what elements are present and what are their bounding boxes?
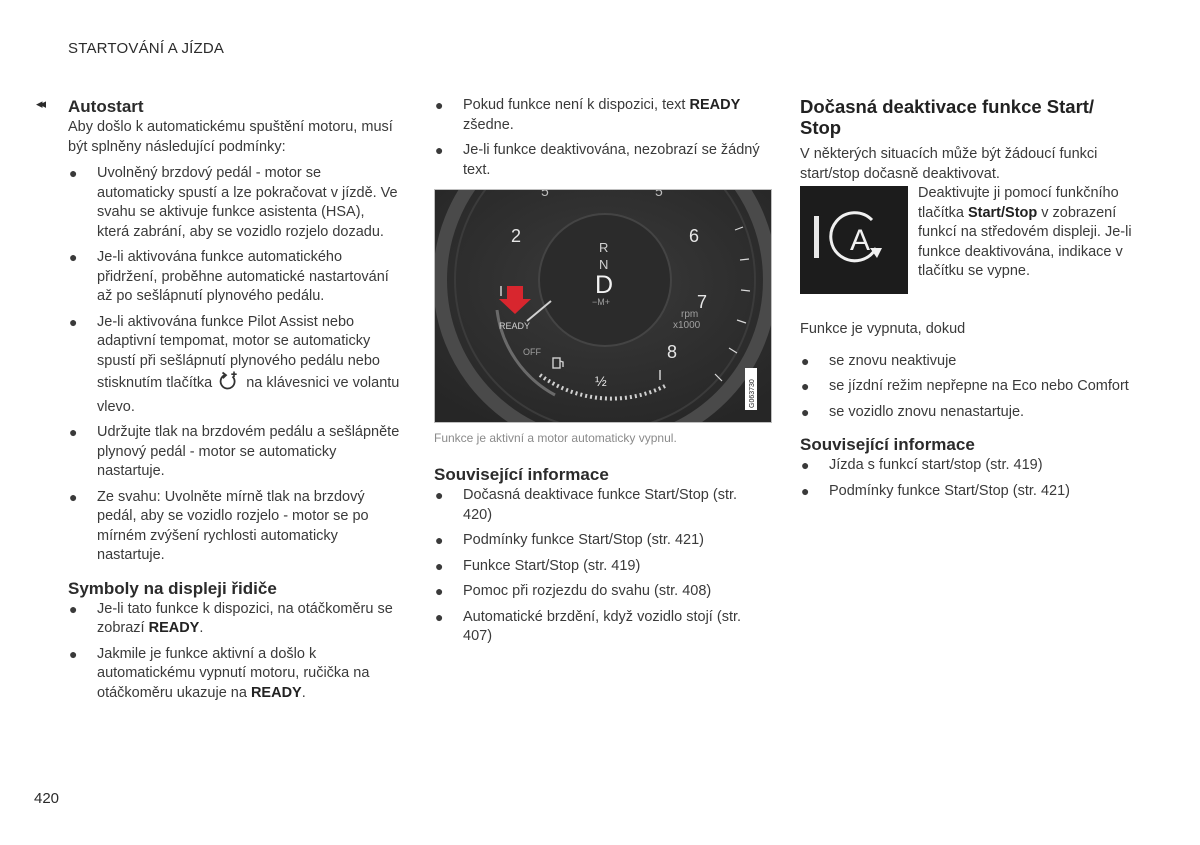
middle-column [434, 96, 770, 653]
driver-display-image [434, 189, 772, 423]
dial-number-7: 7 [697, 292, 708, 312]
section-intro: V některých situacích může být žádoucí funkci start/stop dočasně deaktivovat. [800, 146, 1098, 182]
start-stop-button-image [800, 186, 908, 294]
deactivation-text: Deaktivujte ji pomocí funkčního tlačítka Start/Stop v zobrazení funkcí na středovém displeji. Je-li funkce deaktivována, indikace v tlačítku se vypne. [918, 185, 1132, 279]
related-heading: Související informace [800, 435, 975, 454]
rpm-label: rpm [681, 309, 699, 320]
auto-start-stop-icon [800, 186, 908, 294]
related-link[interactable]: ● Dočasná deaktivace funkce Start/Stop (str. 420) [435, 487, 738, 523]
gear-n: N [599, 257, 609, 272]
list-item: ● Udržujte tlak na brzdovém pedálu a sešlápněte plynový pedál - motor se automaticky nastartuje. [69, 424, 400, 479]
fuel-half-mark: ½ [595, 373, 607, 389]
list-item: ● Je-li aktivována funkce automatického přidržení, proběhne automatické nastartování až po sešlápnutí plynového pedálu. [69, 249, 389, 304]
related-link[interactable]: ● Jízda s funkcí start/stop (str. 419) [801, 457, 1043, 473]
deactivation-block [800, 184, 1134, 298]
left-column [68, 96, 400, 709]
dial-number-8: 8 [667, 342, 678, 362]
symbols-list [68, 600, 400, 704]
related-list [800, 456, 1134, 501]
autostart-conditions [68, 164, 400, 566]
related-list [434, 486, 770, 647]
related-link[interactable]: ● Funkce Start/Stop (str. 419) [435, 557, 641, 574]
rpm-multiplier: x1000 [673, 320, 701, 331]
dial-number-5-right: 5 [655, 190, 663, 199]
page-number: 420 [34, 790, 60, 807]
image-caption: Funkce je aktivní a motor automaticky vypnul. [434, 431, 677, 445]
list-item: ● Je-li tato funkce k dispozici, na otáčkoměru se zobrazí READY. [69, 600, 393, 636]
related-link[interactable]: ● Podmínky funkce Start/Stop (str. 421) [801, 482, 1070, 499]
related-link[interactable]: ● Automatické brzdění, když vozidlo stojí (str. 407) [435, 608, 742, 644]
section-heading: Dočasná deaktivace funkce Start/ Stop [800, 96, 1095, 138]
right-column [800, 96, 1134, 507]
ready-list [434, 96, 770, 180]
until-list [800, 352, 1134, 423]
related-heading: Související informace [434, 465, 609, 484]
list-item: ● Ze svahu: Uvolněte mírně tlak na brzdový pedál, aby se vozidlo rozjelo - motor se po mírném zvýšení rychlosti automaticky nastartuje. [69, 488, 369, 563]
ready-label: READY [499, 321, 531, 331]
list-item: ● se znovu neaktivuje [801, 352, 957, 369]
symbols-heading: Symboly na displeji řidiče [68, 578, 277, 598]
autostart-intro: Aby došlo k automatickému spuštění motoru, musí být splněny následující podmínky: [68, 119, 393, 155]
gear-manual: −M+ [592, 297, 611, 307]
dial-number-2: 2 [511, 226, 522, 246]
dial-number-6: 6 [689, 226, 700, 246]
list-item: ● Pokud funkce není k dispozici, text READY zšedne. [435, 97, 741, 133]
list-item: ● Je-li aktivována funkce Pilot Assist nebo adaptivní tempomat, motor se automaticky spustí při sešlápnutí plynového pedálu nebo stisknutím tlačítka na klávesnici ve volantu vlevo. [69, 313, 400, 415]
list-item: ● Je-li funkce deaktivována, nezobrazí se žádný text. [435, 142, 760, 178]
autostart-heading: Autostart [68, 97, 144, 116]
list-item: ● Uvolněný brzdový pedál - motor se automaticky spustí a lze pokračovat v jízdě. Ve svahu se aktivuje funkce asistenta (HSA), která zabrání, aby se vozidlo rozjelo dozadu. [69, 165, 398, 240]
list-item: ● Jakmile je funkce aktivní a došlo k automatickému vypnutí motoru, ručička na otáčkoměru ukazuje na READY. [69, 645, 370, 701]
related-link[interactable]: ● Podmínky funkce Start/Stop (str. 421) [435, 532, 704, 548]
gear-d: D [595, 271, 614, 299]
related-link[interactable]: ● Pomoc při rozjezdu do svahu (str. 408) [435, 583, 712, 599]
until-text: Funkce je vypnuta, dokud [800, 321, 966, 337]
image-code: G063730 [749, 379, 756, 408]
running-header: STARTOVÁNÍ A JÍZDA [68, 40, 225, 57]
gear-r: R [599, 240, 609, 255]
dial-number-5-left: 5 [541, 190, 549, 199]
cruise-control-icon [218, 371, 240, 398]
back-arrows-icon: ◂◂ [36, 96, 44, 111]
auto-letter: A [850, 224, 871, 257]
list-item: ● se jízdní režim nepřepne na Eco nebo Comfort [801, 378, 1129, 394]
tachometer-illustration [435, 190, 771, 422]
off-label: OFF [523, 347, 541, 357]
list-item: ● se vozidlo znovu nenastartuje. [801, 403, 1025, 420]
